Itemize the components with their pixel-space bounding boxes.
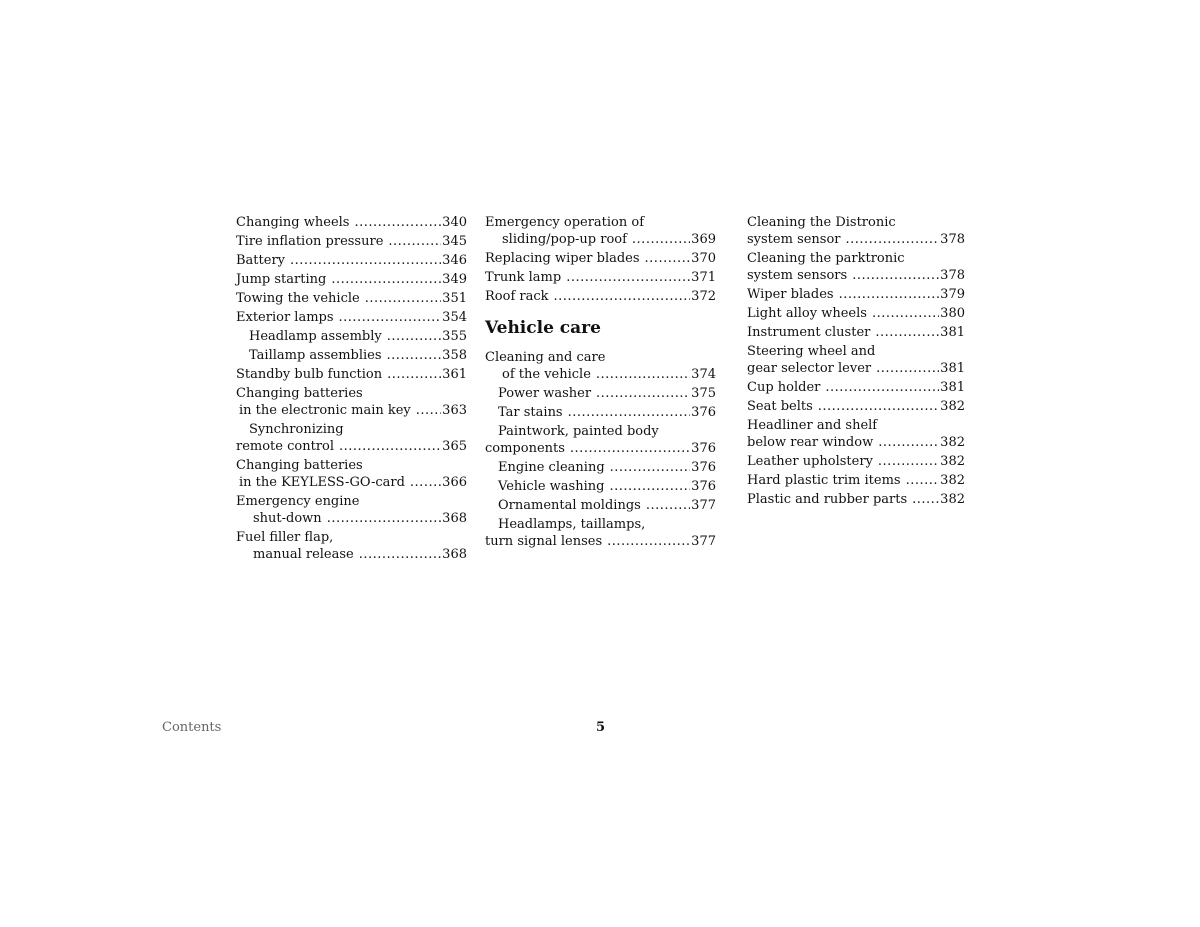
entry-row xyxy=(236,214,467,231)
index-entry[interactable] xyxy=(485,250,716,267)
entry-page-number: 376 xyxy=(691,460,716,475)
entry-title: system sensor xyxy=(747,232,841,247)
entry-row xyxy=(747,231,965,248)
footer-section-label: Contents xyxy=(162,720,222,735)
entry-title-line: Cleaning and care xyxy=(485,350,606,365)
entry-title: Headlamp assembly xyxy=(249,329,382,344)
entry-row xyxy=(747,398,965,415)
dot-leader xyxy=(818,398,939,415)
index-entry[interactable] xyxy=(485,288,716,305)
entry-page-number: 372 xyxy=(691,289,716,304)
entry-row xyxy=(747,286,965,303)
entry-row xyxy=(747,360,965,377)
entry-row xyxy=(747,472,965,489)
index-entry[interactable] xyxy=(747,491,965,508)
entry-title-line: Synchronizing xyxy=(249,422,344,437)
entry-title: below rear window xyxy=(747,435,874,450)
index-column-3 xyxy=(747,214,965,510)
entry-page-number: 376 xyxy=(691,479,716,494)
dot-leader xyxy=(878,453,939,470)
entry-page-number: 382 xyxy=(940,492,965,507)
entry-title: Wiper blades xyxy=(747,287,834,302)
dot-leader xyxy=(554,288,691,305)
index-entry[interactable] xyxy=(236,366,467,383)
index-entry[interactable] xyxy=(485,214,716,248)
entry-title: Cup holder xyxy=(747,380,821,395)
dot-leader xyxy=(387,347,442,364)
entry-title: Exterior lamps xyxy=(236,310,334,325)
index-entry[interactable] xyxy=(236,529,467,563)
entry-title: Leather upholstery xyxy=(747,454,873,469)
entry-row xyxy=(747,379,965,396)
entry-title: Tire inflation pressure xyxy=(236,234,384,249)
entry-row xyxy=(485,288,716,305)
index-entry[interactable] xyxy=(747,214,965,248)
entry-page-number: 378 xyxy=(940,268,965,283)
entry-row xyxy=(236,474,467,491)
index-entry[interactable] xyxy=(747,398,965,415)
dot-leader xyxy=(339,309,442,326)
entry-page-number: 371 xyxy=(691,270,716,285)
entry-page-number: 381 xyxy=(940,380,965,395)
entry-title-line: Emergency operation of xyxy=(485,215,645,230)
entry-row xyxy=(747,324,965,341)
index-entry[interactable] xyxy=(747,472,965,489)
dot-leader xyxy=(876,360,939,377)
dot-leader xyxy=(846,231,940,248)
entry-page-number: 366 xyxy=(442,475,467,490)
index-entry[interactable] xyxy=(236,421,467,455)
entry-page-number: 382 xyxy=(940,399,965,414)
entry-page-number: 374 xyxy=(691,367,716,382)
entry-page-number: 377 xyxy=(691,498,716,513)
entry-page-number: 380 xyxy=(940,306,965,321)
dot-leader xyxy=(354,214,441,231)
entry-page-number: 365 xyxy=(442,439,467,454)
entry-page-number: 369 xyxy=(691,232,716,247)
entry-title-line: Headliner and shelf xyxy=(747,418,878,433)
index-entry[interactable] xyxy=(485,349,716,383)
dot-leader xyxy=(327,510,441,527)
entry-title-line: Emergency engine xyxy=(236,494,360,509)
entry-title-line: Paintwork, painted body xyxy=(498,424,659,439)
dot-leader xyxy=(388,233,441,250)
entry-page-number: 368 xyxy=(442,547,467,562)
entry-page-number: 370 xyxy=(691,251,716,266)
index-entry[interactable] xyxy=(485,404,716,421)
entry-row xyxy=(236,546,467,563)
dot-leader xyxy=(359,546,441,563)
dot-leader xyxy=(825,379,939,396)
dot-leader xyxy=(878,434,939,451)
index-column-1 xyxy=(236,214,467,565)
section-heading: Vehicle care xyxy=(485,318,601,338)
entry-title-line: Steering wheel and xyxy=(747,344,876,359)
entry-title-line: Fuel filler flap, xyxy=(236,530,334,545)
index-entry[interactable] xyxy=(747,305,965,322)
entry-title: components xyxy=(485,441,565,456)
index-entry[interactable] xyxy=(747,453,965,470)
entry-title-line: Cleaning the Distronic xyxy=(747,215,896,230)
index-entry[interactable] xyxy=(747,286,965,303)
entry-title-line: Headlamps, taillamps, xyxy=(498,517,646,532)
entry-title: Replacing wiper blades xyxy=(485,251,640,266)
entry-page-number: 382 xyxy=(940,454,965,469)
entry-row xyxy=(485,231,716,248)
entry-page-number: 376 xyxy=(691,405,716,420)
entry-row xyxy=(236,402,467,419)
entry-title: sliding/pop-up roof xyxy=(502,232,627,247)
entry-page-number: 358 xyxy=(442,348,467,363)
entry-row xyxy=(236,510,467,527)
dot-leader xyxy=(645,250,691,267)
index-entry[interactable] xyxy=(485,459,716,476)
dot-leader xyxy=(646,497,690,514)
entry-row xyxy=(236,438,467,455)
entry-page-number: 351 xyxy=(442,291,467,306)
entry-page-number: 346 xyxy=(442,253,467,268)
dot-leader xyxy=(596,385,690,402)
dot-leader xyxy=(331,271,441,288)
entry-row xyxy=(236,233,467,250)
entry-title: Seat belts xyxy=(747,399,813,414)
dot-leader xyxy=(410,474,441,491)
entry-page-number: 361 xyxy=(442,367,467,382)
index-entry[interactable] xyxy=(236,271,467,288)
entry-page-number: 381 xyxy=(940,325,965,340)
entry-row xyxy=(747,453,965,470)
entry-title: Battery xyxy=(236,253,286,268)
index-entry[interactable] xyxy=(747,343,965,377)
entry-row xyxy=(485,404,716,421)
entry-row xyxy=(236,328,467,345)
entry-row xyxy=(236,252,467,269)
entry-title: Hard plastic trim items xyxy=(747,473,901,488)
entry-row xyxy=(485,497,716,514)
index-entry[interactable] xyxy=(485,423,716,457)
dot-leader xyxy=(596,366,690,383)
dot-leader xyxy=(632,231,690,248)
entry-page-number: 363 xyxy=(442,403,467,418)
entry-title: remote control xyxy=(236,439,335,454)
index-entry[interactable] xyxy=(236,290,467,307)
entry-row xyxy=(747,491,965,508)
entry-title: Jump starting xyxy=(236,272,327,287)
index-entry[interactable] xyxy=(236,252,467,269)
entry-page-number: 378 xyxy=(940,232,965,247)
index-entry[interactable] xyxy=(485,516,716,550)
entry-title: manual release xyxy=(253,547,354,562)
dot-leader xyxy=(339,438,441,455)
entry-row xyxy=(236,366,467,383)
entry-page-number: 355 xyxy=(442,329,467,344)
entry-title: in the KEYLESS-GO-card xyxy=(239,475,405,490)
entry-title: Instrument cluster xyxy=(747,325,871,340)
entry-row xyxy=(747,305,965,322)
entry-title: Vehicle washing xyxy=(498,479,605,494)
entry-page-number: 368 xyxy=(442,511,467,526)
entry-page-number: 345 xyxy=(442,234,467,249)
index-entry[interactable] xyxy=(236,385,467,419)
entry-row xyxy=(485,478,716,495)
entry-page-number: 377 xyxy=(691,534,716,549)
entry-row xyxy=(747,434,965,451)
entry-page-number: 381 xyxy=(940,361,965,376)
dot-leader xyxy=(610,459,691,476)
entry-title: gear selector lever xyxy=(747,361,872,376)
entry-row xyxy=(485,385,716,402)
dot-leader xyxy=(365,290,441,307)
dot-leader xyxy=(416,402,441,419)
dot-leader xyxy=(570,440,690,457)
dot-leader xyxy=(872,305,939,322)
entry-title: Changing wheels xyxy=(236,215,350,230)
entry-title: in the electronic main key xyxy=(239,403,411,418)
index-entry[interactable] xyxy=(236,457,467,491)
index-entry[interactable] xyxy=(747,250,965,284)
entry-row xyxy=(485,269,716,286)
entry-title: turn signal lenses xyxy=(485,534,603,549)
entry-title-line: Changing batteries xyxy=(236,386,363,401)
entry-page-number: 376 xyxy=(691,441,716,456)
entry-title: Engine cleaning xyxy=(498,460,605,475)
entry-row xyxy=(485,459,716,476)
entry-page-number: 382 xyxy=(940,473,965,488)
index-entry[interactable] xyxy=(747,379,965,396)
index-entry[interactable] xyxy=(236,214,467,231)
entry-page-number: 354 xyxy=(442,310,467,325)
entry-row xyxy=(236,271,467,288)
entry-row xyxy=(485,533,716,550)
entry-title: Trunk lamp xyxy=(485,270,562,285)
index-entry[interactable] xyxy=(747,324,965,341)
index-entry[interactable] xyxy=(747,417,965,451)
entry-title: Taillamp assemblies xyxy=(249,348,382,363)
entry-page-number: 340 xyxy=(442,215,467,230)
entry-title: Power washer xyxy=(498,386,592,401)
dot-leader xyxy=(609,478,690,495)
dot-leader xyxy=(607,533,690,550)
entry-title: Light alloy wheels xyxy=(747,306,867,321)
dot-leader xyxy=(566,269,690,286)
entry-title: Roof rack xyxy=(485,289,549,304)
index-column-2 xyxy=(485,214,716,552)
index-entry[interactable] xyxy=(236,347,467,364)
dot-leader xyxy=(852,267,939,284)
entry-title: Tar stains xyxy=(498,405,563,420)
index-entry[interactable] xyxy=(236,328,467,345)
entry-row xyxy=(236,347,467,364)
entry-row xyxy=(747,267,965,284)
dot-leader xyxy=(875,324,939,341)
entry-title: Towing the vehicle xyxy=(236,291,360,306)
dot-leader xyxy=(387,366,441,383)
entry-title: shut-down xyxy=(253,511,322,526)
entry-row xyxy=(485,440,716,457)
entry-title: Ornamental moldings xyxy=(498,498,641,513)
index-entry[interactable] xyxy=(485,269,716,286)
entry-page-number: 349 xyxy=(442,272,467,287)
entry-page-number: 379 xyxy=(940,287,965,302)
dot-leader xyxy=(906,472,940,489)
index-entry[interactable] xyxy=(485,478,716,495)
entry-title-line: Cleaning the parktronic xyxy=(747,251,905,266)
page-number: 5 xyxy=(596,720,606,735)
dot-leader xyxy=(568,404,691,421)
index-entry[interactable] xyxy=(485,497,716,514)
dot-leader xyxy=(839,286,940,303)
dot-leader xyxy=(387,328,441,345)
entry-row xyxy=(236,290,467,307)
index-entry[interactable] xyxy=(236,493,467,527)
entry-title-line: Changing batteries xyxy=(236,458,363,473)
entry-title: of the vehicle xyxy=(502,367,591,382)
entry-title: Plastic and rubber parts xyxy=(747,492,908,507)
entry-page-number: 375 xyxy=(691,386,716,401)
index-entry[interactable] xyxy=(236,309,467,326)
index-entry[interactable] xyxy=(485,385,716,402)
dot-leader xyxy=(912,491,939,508)
index-entry[interactable] xyxy=(236,233,467,250)
entry-title: Standby bulb function xyxy=(236,367,383,382)
entry-page-number: 382 xyxy=(940,435,965,450)
dot-leader xyxy=(290,252,441,269)
entry-row xyxy=(485,366,716,383)
entry-row xyxy=(236,309,467,326)
entry-row xyxy=(485,250,716,267)
entry-title: system sensors xyxy=(747,268,848,283)
